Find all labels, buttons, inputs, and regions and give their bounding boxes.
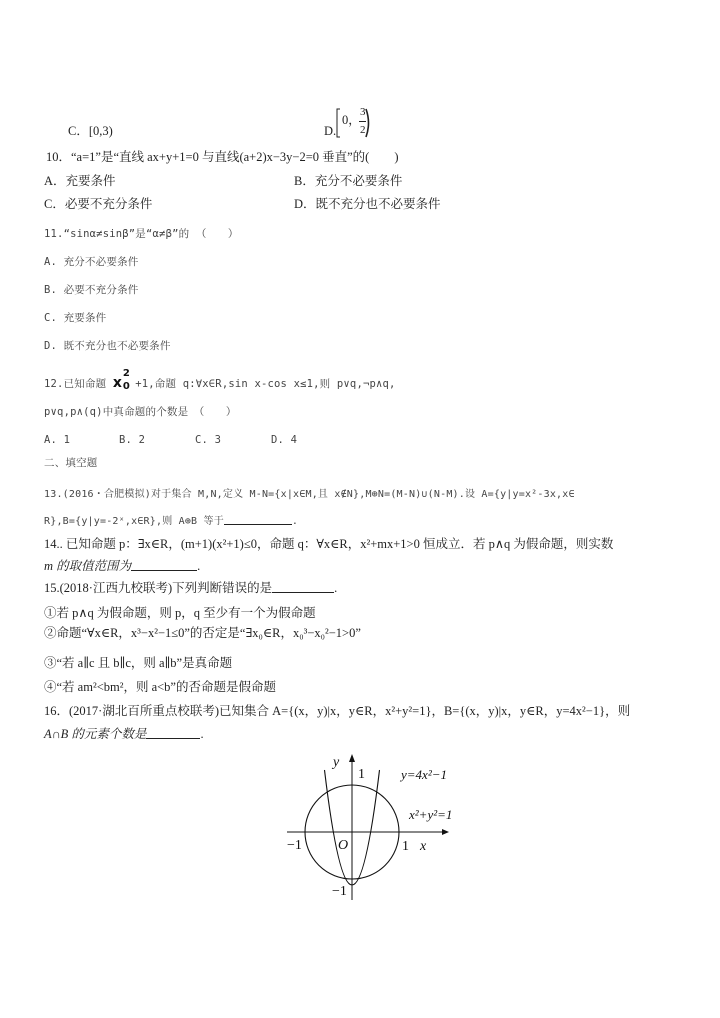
- q15-stem-text: 15.(2018·江西九校联考)下列判断错误的是: [44, 581, 273, 595]
- q13-line1: 13.(2016・合肥模拟)对于集合 M,N,定义 M-N={x|x∈M,且 x∉N},M⊕N=(M-N)∪(N-M).设 A={y|y=x²-3x,x∈: [44, 489, 575, 500]
- x-tick-left: −1: [287, 838, 302, 853]
- q16-line2-text: A∩B 的元素个数是: [44, 727, 147, 741]
- y-axis-arrow-icon: [349, 754, 355, 762]
- q11-stem: 11.“sinα≠sinβ”是“α≠β”的 （ ）: [44, 228, 239, 240]
- q13-line2-end: .: [291, 516, 299, 527]
- x-axis-arrow-icon: [442, 829, 449, 835]
- q12-stem-rest: +1,命题 q:∀x∈R,sin x-cos x≤1,则 p∨q,¬p∧q,: [135, 378, 396, 390]
- circle-label: x²+y²=1: [409, 807, 453, 822]
- q9-option-d-prefix: D.: [324, 124, 337, 138]
- q10-option-a[interactable]: A．充要条件: [44, 174, 116, 188]
- q15-item-4: ④“若 am²<bm²，则 a<b”的否命题是假命题: [44, 680, 276, 694]
- q16-line2: [44, 726, 204, 742]
- q14-line2-end: .: [197, 559, 201, 573]
- x-axis-label: x: [420, 839, 427, 854]
- origin-label: O: [338, 838, 349, 853]
- q16-line1: 16．(2017·湖北百所重点校联考)已知集合 A={(x，y)|x，y∈R，x²+y²=1}，B={(x，y)|x，y∈R，y=4x²−1}，则: [44, 704, 631, 718]
- q16-line2-end: .: [200, 727, 204, 741]
- q15-stem: [44, 580, 337, 596]
- y-tick-bottom: −1: [332, 884, 347, 899]
- q14-line2-text: m 的取值范围为: [44, 559, 132, 573]
- q12-option-b[interactable]: B. 2: [119, 434, 146, 446]
- q10-option-d[interactable]: D．既不充分也不必要条件: [294, 197, 441, 211]
- q14-line1: 14.. 已知命题 p：∃x∈R，(m+1)(x²+1)≤0，命题 q：∀x∈R，x²+mx+1>0 恒成立．若 p∧q 为假命题，则实数: [44, 537, 614, 551]
- q13-line2-text: R},B={y|y=-2ˣ,x∈R},则 A⊕B 等于: [44, 516, 224, 527]
- fraction-denominator: 2: [360, 124, 366, 136]
- q11-option-c[interactable]: C. 充要条件: [44, 312, 107, 324]
- q14-line2: [44, 558, 200, 574]
- q11-option-a[interactable]: A. 充分不必要条件: [44, 256, 139, 268]
- q15-item-3: ③“若 a∥c 且 b∥c，则 a∥b”是真命题: [44, 656, 233, 670]
- q10-option-c[interactable]: C．必要不充分条件: [44, 197, 153, 211]
- math-sub: 0: [122, 381, 131, 392]
- section-title-fill-in-blank: 二、填空题: [44, 457, 98, 469]
- fraction-numerator: 3: [360, 106, 366, 118]
- q12-option-d[interactable]: D. 4: [271, 434, 298, 446]
- y-axis-label: y: [333, 755, 340, 770]
- parabola-label: y=4x²−1: [401, 767, 447, 782]
- circle-parabola-graph: [282, 750, 482, 905]
- q16-answer-blank[interactable]: [146, 726, 200, 739]
- q16-figure: [282, 750, 462, 900]
- q11-option-d[interactable]: D. 既不充分也不必要条件: [44, 340, 171, 352]
- q9-option-d-interval: [336, 106, 376, 140]
- q15-answer-blank[interactable]: [272, 580, 334, 593]
- q12-stem: [44, 368, 396, 392]
- q9-option-c: C．[0,3): [68, 124, 113, 138]
- q11-option-b[interactable]: B. 必要不充分条件: [44, 284, 139, 296]
- q14-answer-blank[interactable]: [131, 558, 197, 571]
- q10-option-b[interactable]: B．充分不必要条件: [294, 174, 403, 188]
- q15-item-2: ②命题“∀x∈R，x³−x²−1≤0”的否定是“∃x₀∈R，x₀³−x₀²−1>0”: [44, 626, 361, 640]
- q12-stem-prefix: 12.已知命题: [44, 378, 107, 390]
- x-tick-right: 1: [402, 839, 409, 854]
- q12-math-x0-squared: [112, 368, 131, 392]
- q12-option-a[interactable]: A. 1: [44, 434, 71, 446]
- y-tick-top: 1: [358, 767, 365, 782]
- math-sup: 2: [122, 368, 131, 379]
- interval-left-bound: 0，: [342, 113, 361, 127]
- q13-line2: [44, 512, 298, 530]
- q10-stem: 10．“a=1”是“直线 ax+y+1=0 与直线(a+2)x−3y−2=0 垂直”的( ): [46, 150, 399, 164]
- q15-item-1: ①若 p∧q 为假命题，则 p，q 至少有一个为假命题: [44, 606, 316, 620]
- q12-option-c[interactable]: C. 3: [195, 434, 222, 446]
- q15-stem-end: .: [334, 581, 338, 595]
- q12-stem-line2: p∨q,p∧(q)中真命题的个数是 （ ）: [44, 406, 237, 418]
- q13-answer-blank[interactable]: [224, 512, 292, 525]
- math-var: x: [112, 375, 123, 391]
